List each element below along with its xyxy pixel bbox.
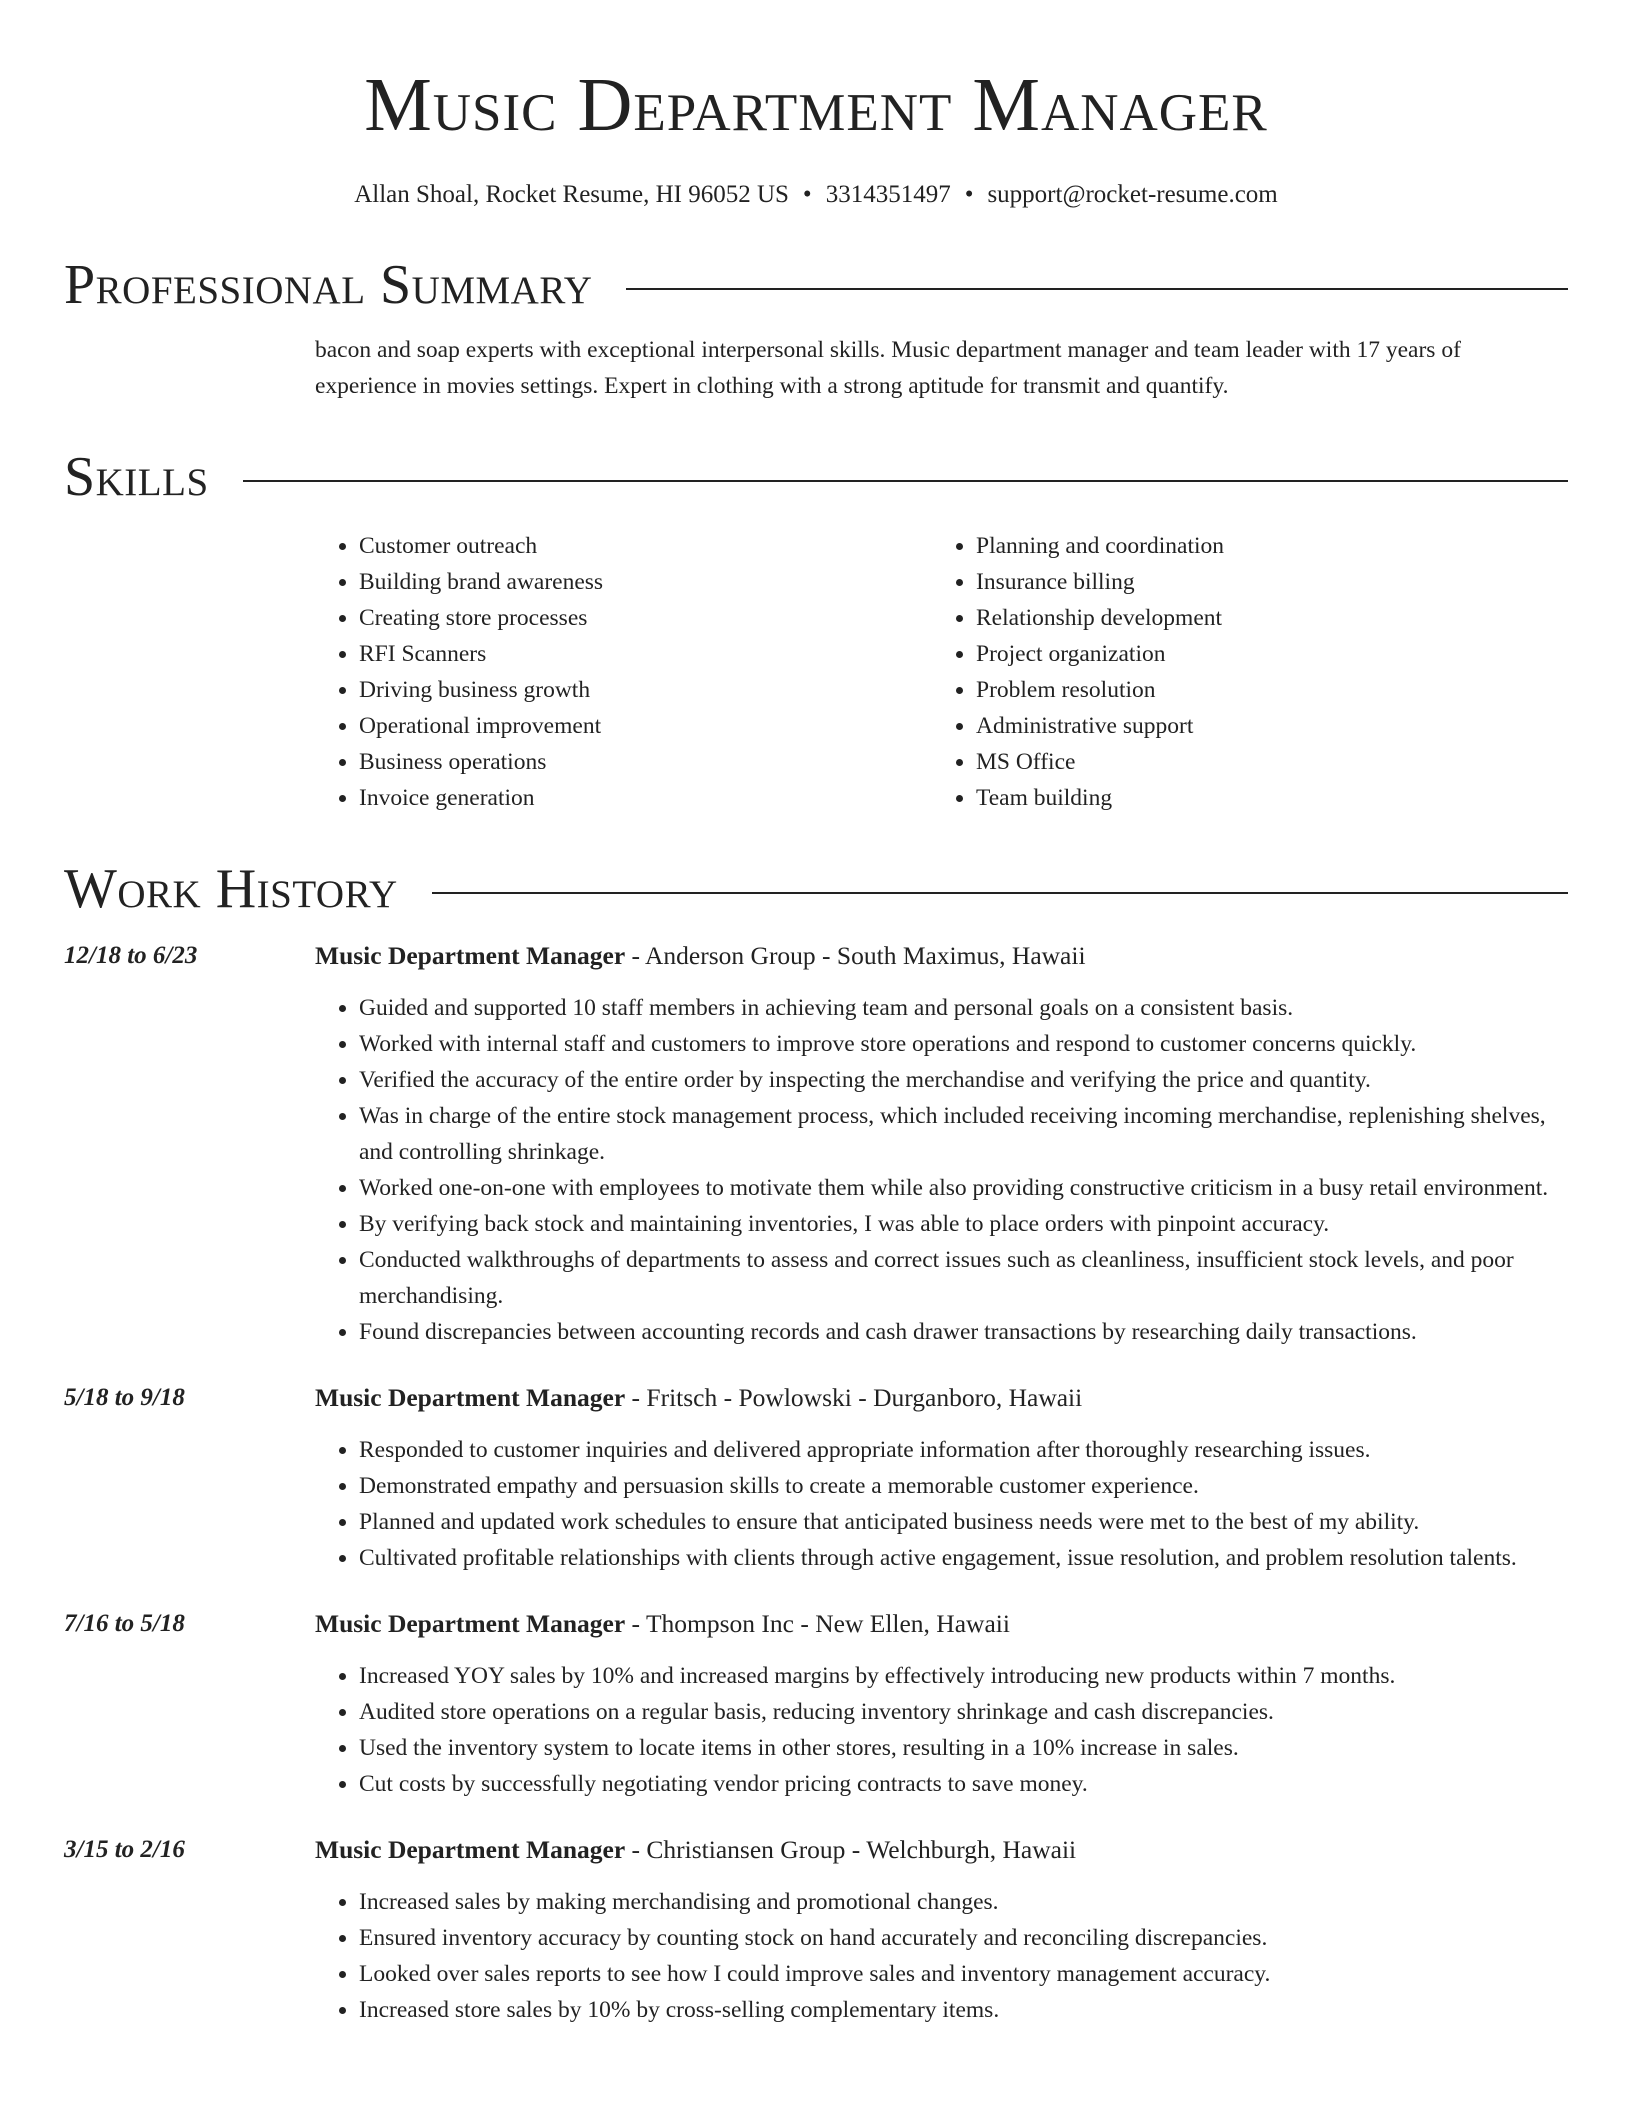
- job-bullet: • Increased store sales by 10% by cross-selling complementary items.: [359, 1992, 1568, 2028]
- work-heading: Work History: [64, 858, 398, 920]
- job-header: [315, 1606, 1568, 1642]
- skill-item: • Planning and coordination: [976, 528, 1549, 564]
- job-bullet: • Was in charge of the entire stock management process, which included receiving incoming merchandise, replenishing shelves, and controlling shrinkage.: [359, 1098, 1568, 1170]
- job-role: Music Department Manager: [315, 941, 626, 970]
- job-dates: 3/15 to 2/16: [64, 1836, 185, 1863]
- job-employer: - Christiansen Group - Welchburgh, Hawaii: [625, 1835, 1077, 1864]
- job-bullet: • Responded to customer inquiries and delivered appropriate information after thoroughly researching issues.: [359, 1432, 1568, 1468]
- skill-item: • Problem resolution: [976, 672, 1549, 708]
- job-header: [315, 1832, 1568, 1868]
- skills-heading: Skills: [64, 446, 209, 508]
- job-dates: 12/18 to 6/23: [64, 942, 198, 969]
- skills-list-left: [315, 528, 932, 816]
- job-bullet: • Verified the accuracy of the entire order by inspecting the merchandise and verifying the price and quantity.: [359, 1062, 1568, 1098]
- skill-item: • Creating store processes: [359, 600, 932, 636]
- job-bullet: • Cut costs by successfully negotiating vendor pricing contracts to save money.: [359, 1766, 1568, 1802]
- skill-item: • Operational improvement: [359, 708, 932, 744]
- job-content: [315, 1606, 1568, 1802]
- skill-item: • RFI Scanners: [359, 636, 932, 672]
- job-bullet: • Looked over sales reports to see how I could improve sales and inventory management accuracy.: [359, 1956, 1568, 1992]
- job-entry: [64, 1606, 1568, 1802]
- job-bullet: • Increased YOY sales by 10% and increased margins by effectively introducing new products within 7 months.: [359, 1658, 1568, 1694]
- skill-item: • Driving business growth: [359, 672, 932, 708]
- job-bullets: [315, 990, 1568, 1350]
- job-role: Music Department Manager: [315, 1383, 626, 1412]
- skills-section-header: [64, 442, 1568, 512]
- contact-address: Allan Shoal, Rocket Resume, HI 96052 US: [354, 181, 789, 208]
- job-employer: - Fritsch - Powlowski - Durganboro, Hawaii: [625, 1383, 1083, 1412]
- job-bullet: • Worked one-on-one with employees to motivate them while also providing constructive criticism in a busy retail environment.: [359, 1170, 1568, 1206]
- skill-item: • Building brand awareness: [359, 564, 932, 600]
- job-bullet: • Cultivated profitable relationships with clients through active engagement, issue resolution, and problem resolution talents.: [359, 1540, 1568, 1576]
- job-entry: [64, 1832, 1568, 2028]
- job-entry: [64, 1380, 1568, 1576]
- skills-column-right: [932, 528, 1549, 816]
- section-divider: [432, 892, 1568, 894]
- job-bullet: • Conducted walkthroughs of departments to assess and correct issues such as cleanliness, insufficient stock levels, and poor merchandising.: [359, 1242, 1568, 1314]
- job-bullet: • By verifying back stock and maintaining inventories, I was able to place orders with pinpoint accuracy.: [359, 1206, 1568, 1242]
- job-bullet: • Demonstrated empathy and persuasion skills to create a memorable customer experience.: [359, 1468, 1568, 1504]
- skill-item: • MS Office: [976, 744, 1549, 780]
- contact-email: support@rocket-resume.com: [987, 181, 1278, 208]
- job-content: [315, 1380, 1568, 1576]
- job-header: [315, 938, 1568, 974]
- job-content: [315, 938, 1568, 1350]
- skills-column-left: [315, 528, 932, 816]
- job-bullet: • Audited store operations on a regular basis, reducing inventory shrinkage and cash discrepancies.: [359, 1694, 1568, 1730]
- resume-title: Music Department Manager: [364, 63, 1268, 147]
- contact-phone: 3314351497: [825, 181, 951, 208]
- skill-item: • Invoice generation: [359, 780, 932, 816]
- job-bullet: • Increased sales by making merchandising and promotional changes.: [359, 1884, 1568, 1920]
- section-divider: [243, 480, 1568, 482]
- contact-separator: •: [964, 181, 974, 208]
- job-bullet: • Worked with internal staff and customers to improve store operations and respond to customer concerns quickly.: [359, 1026, 1568, 1062]
- section-divider: [626, 288, 1568, 290]
- skills-grid: [315, 528, 1568, 816]
- job-content: [315, 1832, 1568, 2028]
- skill-item: • Project organization: [976, 636, 1549, 672]
- job-bullet: • Planned and updated work schedules to ensure that anticipated business needs were met to the best of my ability.: [359, 1504, 1568, 1540]
- skills-list-right: [932, 528, 1549, 816]
- job-employer: - Thompson Inc - New Ellen, Hawaii: [625, 1609, 1010, 1638]
- skill-item: • Business operations: [359, 744, 932, 780]
- summary-heading: Professional Summary: [64, 254, 593, 316]
- summary-section-header: [64, 250, 1568, 320]
- summary-text: bacon and soap experts with exceptional interpersonal skills. Music department manager and team leader with 17 years of experience in movies settings. Expert in clothing with a strong aptitude for transmit and quantify.: [315, 337, 1461, 399]
- skill-item: • Insurance billing: [976, 564, 1549, 600]
- job-employer: - Anderson Group - South Maximus, Hawaii: [625, 941, 1086, 970]
- job-bullet: • Used the inventory system to locate items in other stores, resulting in a 10% increase in sales.: [359, 1730, 1568, 1766]
- job-dates: 7/16 to 5/18: [64, 1610, 185, 1637]
- work-section-header: [64, 854, 1568, 924]
- job-role: Music Department Manager: [315, 1835, 626, 1864]
- job-bullet: • Found discrepancies between accounting records and cash drawer transactions by researching daily transactions.: [359, 1314, 1568, 1350]
- job-header: [315, 1380, 1568, 1416]
- job-bullets: [315, 1432, 1568, 1576]
- job-bullets: [315, 1658, 1568, 1802]
- skill-item: • Customer outreach: [359, 528, 932, 564]
- job-dates: 5/18 to 9/18: [64, 1384, 185, 1411]
- skill-item: • Relationship development: [976, 600, 1549, 636]
- job-bullets: [315, 1884, 1568, 2028]
- job-role: Music Department Manager: [315, 1609, 626, 1638]
- job-entry: [64, 938, 1568, 1350]
- contact-separator: •: [802, 181, 812, 208]
- skill-item: • Administrative support: [976, 708, 1549, 744]
- skill-item: • Team building: [976, 780, 1549, 816]
- job-bullet: • Ensured inventory accuracy by counting stock on hand accurately and reconciling discrepancies.: [359, 1920, 1568, 1956]
- job-bullet: • Guided and supported 10 staff members in achieving team and personal goals on a consistent basis.: [359, 990, 1568, 1026]
- contact-line: [64, 178, 1568, 212]
